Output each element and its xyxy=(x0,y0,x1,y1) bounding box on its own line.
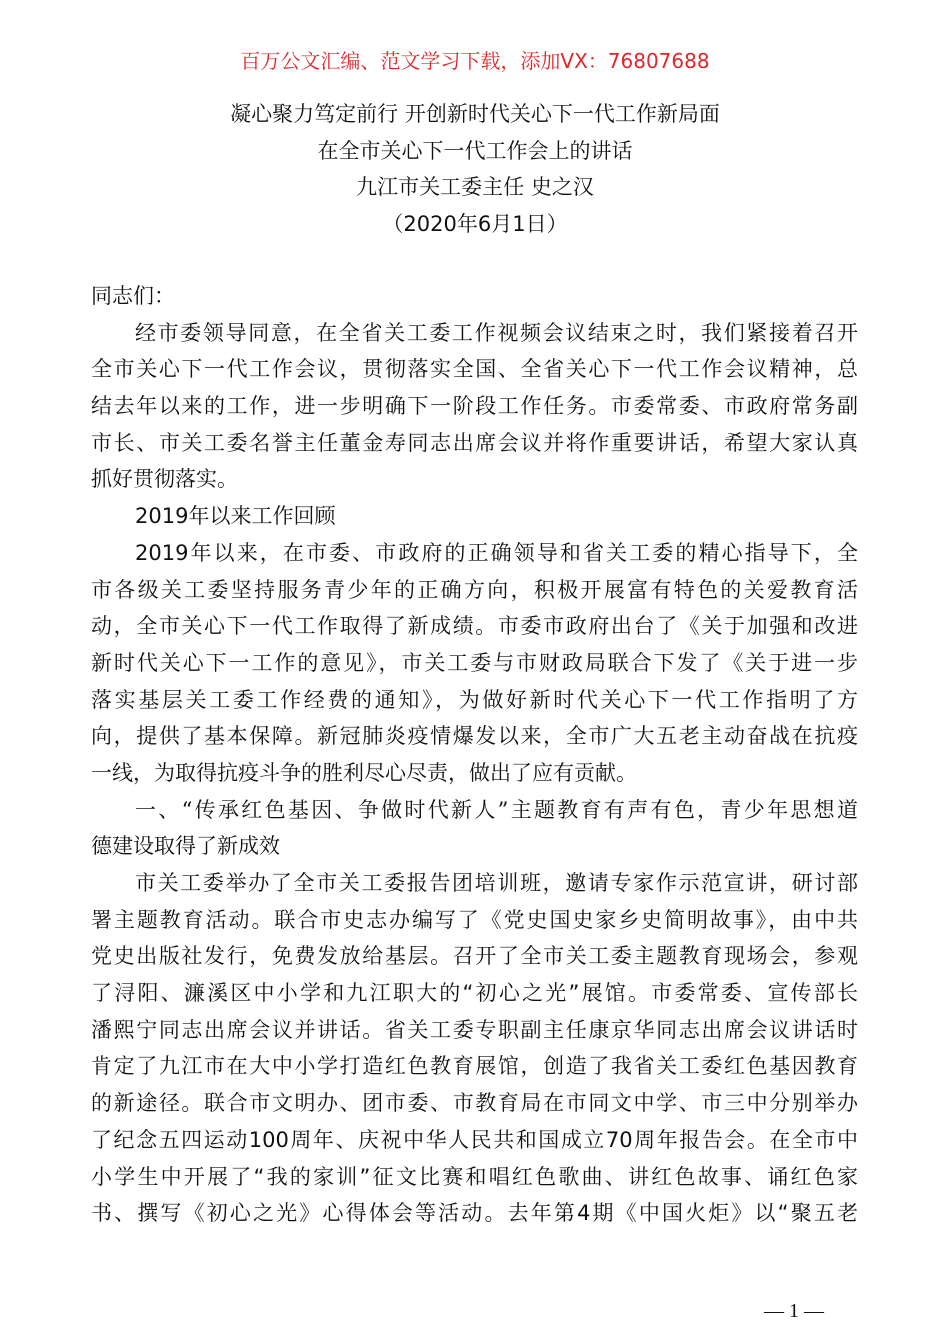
speech-date: （2020年6月1日） xyxy=(382,212,568,237)
text-line: 党史出版社发行，免费发放给基层。召开了全市关工委主题教育现场会，参观 xyxy=(91,944,858,969)
text-line: 德建设取得了新成效 xyxy=(91,834,280,859)
text-line: 肯定了九江市在大中小学打造红色教育展馆，创造了我省关工委红色基因教育 xyxy=(91,1054,858,1079)
text-line: 市关工委举办了全市关工委报告团培训班，邀请专家作示范宣讲，研讨部 xyxy=(135,871,858,895)
text-line: 全市关心下一代工作会议，贯彻落实全国、全省关心下一代工作会议精神，总 xyxy=(91,357,858,382)
document-subtitle: 在全市关心下一代工作会上的讲话 xyxy=(317,138,633,163)
paragraph-review xyxy=(91,535,858,792)
text-line: 的新途径。联合市文明办、团市委、市教育局在市同文中学、市三中分别举办 xyxy=(91,1091,858,1116)
document-body xyxy=(91,278,858,1232)
text-line: 结去年以来的工作，进一步明确下一阶段工作任务。市委常委、市政府常务副 xyxy=(91,394,858,419)
text-line: 一线，为取得抗疫斗争的胜利尽心尽责，做出了应有贡献。 xyxy=(91,760,637,785)
text-line: 经市委领导同意，在全省关工委工作视频会议结束之时，我们紧接着召开 xyxy=(135,320,858,345)
text-line: 市长、市关工委名誉主任董金寿同志出席会议并将作重要讲话，希望大家认真 xyxy=(91,430,858,455)
text-line: 新时代关心下一工作的意见》，市关工委与市财政局联合下发了《关于进一步 xyxy=(91,650,858,675)
text-line: 动，全市关心下一代工作取得了新成绩。市委市政府出台了《关于加强和改进 xyxy=(91,614,858,639)
text-line: 书、撰写《初心之光》心得体会等活动。去年第4期《中国火炬》以“聚五老 xyxy=(91,1201,858,1226)
text-line: 小学生中开展了“我的家训”征文比赛和唱红色歌曲、讲红色故事、诵红色家 xyxy=(91,1164,858,1189)
salutation: 同志们： xyxy=(91,284,175,308)
text-line: 一、“传承红色基因、争做时代新人”主题教育有声有色，青少年思想道 xyxy=(135,797,858,822)
document-title: 凝心聚力笃定前行 开创新时代关心下一代工作新局面 xyxy=(230,102,720,126)
text-line: 了浔阳、濂溪区中小学和九江职大的“初心之光”展馆。市委常委、宣传部长 xyxy=(91,981,858,1006)
text-line: 了纪念五四运动100周年、庆祝中华人民共和国成立70周年报告会。在全市中 xyxy=(91,1127,858,1152)
text-line: 向，提供了基本保障。新冠肺炎疫情爆发以来，全市广大五老主动奋战在抗疫 xyxy=(91,724,858,749)
section-heading: 2019年以来工作回顾 xyxy=(135,504,336,529)
paragraph-section-one xyxy=(91,865,858,1232)
watermark-banner: 百万公文汇编、范文学习下载，添加VX：76807688 xyxy=(240,49,710,73)
document-header xyxy=(0,96,950,243)
text-line: 市各级关工委坚持服务青少年的正确方向，积极开展富有特色的关爱教育活 xyxy=(91,577,858,602)
paragraph-intro xyxy=(91,315,858,498)
section-one-heading xyxy=(91,792,858,865)
page-number: — 1 — xyxy=(764,1300,824,1322)
text-line: 落实基层关工委工作经费的通知》，为做好新时代关心下一代工作指明了方 xyxy=(91,687,858,712)
text-line: 抓好贯彻落实。 xyxy=(91,467,238,492)
text-line: 2019年以来，在市委、市政府的正确领导和省关工委的精心指导下，全 xyxy=(135,540,858,565)
text-line: 署主题教育活动。联合市史志办编写了《党史国史家乡史简明故事》，由中共 xyxy=(91,907,858,932)
speaker-line: 九江市关工委主任 史之汉 xyxy=(356,175,594,200)
text-line: 潘熙宁同志出席会议并讲话。省关工委专职副主任康京华同志出席会议讲话时 xyxy=(91,1017,858,1042)
